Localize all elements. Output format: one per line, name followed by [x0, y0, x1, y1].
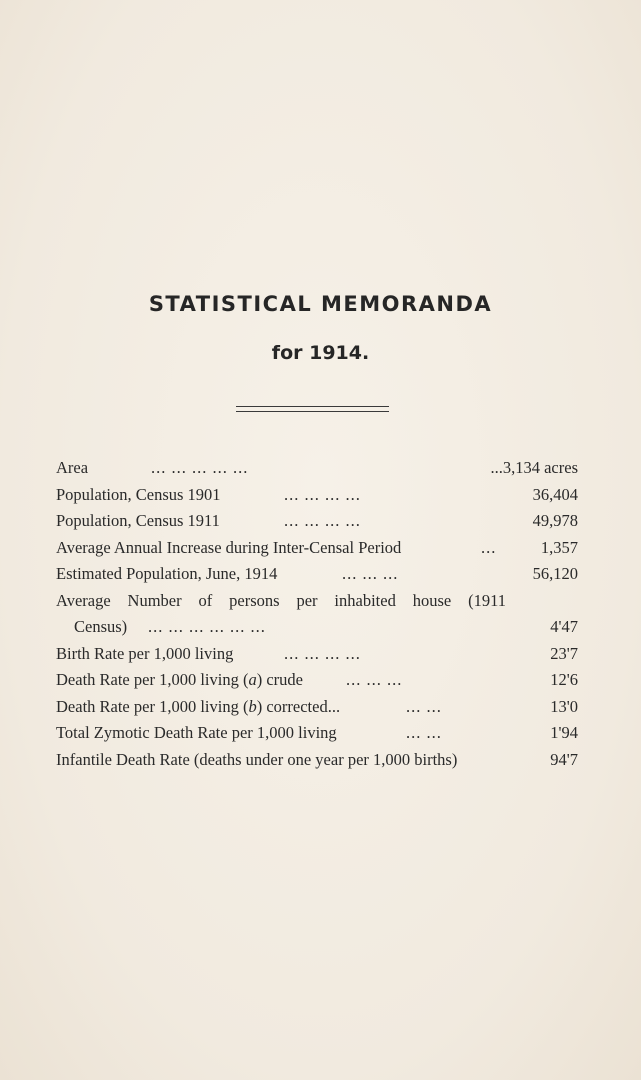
list-item [56, 720, 578, 747]
leader-dots: ... ... ... ... [284, 484, 361, 504]
title-divider-rule [236, 411, 389, 412]
stat-label: Birth Rate per 1,000 living [56, 643, 234, 663]
stat-label: Death Rate per 1,000 living (a) crude [56, 670, 303, 689]
leader-dots: ... ... ... ... [284, 643, 361, 663]
stat-label-continuation: Census) [74, 617, 128, 636]
stat-value: 23'7 [550, 643, 578, 663]
stat-value: 49,978 [532, 511, 578, 530]
stat-value: 1'94 [550, 723, 578, 742]
stat-value: 56,120 [532, 564, 578, 583]
title-divider-rule [236, 406, 389, 407]
statistics-list [56, 455, 578, 773]
list-item [56, 455, 578, 482]
list-item [56, 508, 578, 535]
stat-value: 1,357 [540, 537, 578, 557]
list-item [56, 482, 578, 509]
stat-label: Total Zymotic Death Rate per 1,000 living [56, 723, 337, 742]
leader-dots: ... ... ... [346, 670, 403, 689]
stat-label: Area [56, 458, 89, 477]
list-item [56, 561, 578, 588]
page-subtitle: for 1914. [271, 342, 370, 364]
stat-label: Average Annual Increase during Inter-Censal Period [56, 537, 402, 557]
stat-value: 94'7 [550, 749, 578, 769]
stat-label: Population, Census 1911 [56, 511, 220, 530]
stat-label: Infantile Death Rate (deaths under one year per 1,000 births) [56, 749, 458, 769]
leader-dots: ... [481, 537, 497, 557]
list-item [56, 667, 578, 694]
leader-dots: ... ... [406, 696, 442, 716]
stat-value: 12'6 [550, 670, 578, 689]
list-item [56, 535, 578, 562]
stat-value: 13'0 [550, 696, 578, 716]
leader-dots: ... ... ... ... [284, 511, 361, 530]
stat-label: Average Number of persons per inhabited house (1911 [56, 590, 506, 610]
leader-dots: ... ... ... [342, 564, 399, 583]
stat-label: Population, Census 1901 [56, 484, 221, 504]
list-item [56, 747, 578, 774]
stat-label: Estimated Population, June, 1914 [56, 564, 278, 583]
leader-dots: ... ... ... ... ... [151, 458, 249, 477]
leader-dots: ... ... [406, 723, 442, 742]
stat-value: 36,404 [532, 484, 578, 504]
list-item [56, 694, 578, 721]
stat-label: Death Rate per 1,000 living (b) corrected... [56, 696, 341, 716]
list-item [56, 588, 578, 641]
leader-dots: ... ... ... ... ... ... [148, 617, 266, 636]
page-title: STATISTICAL MEMORANDA [148, 292, 493, 316]
stat-value: 4'47 [550, 617, 578, 636]
list-item [56, 641, 578, 668]
stat-value: ...3,134 acres [490, 458, 578, 477]
